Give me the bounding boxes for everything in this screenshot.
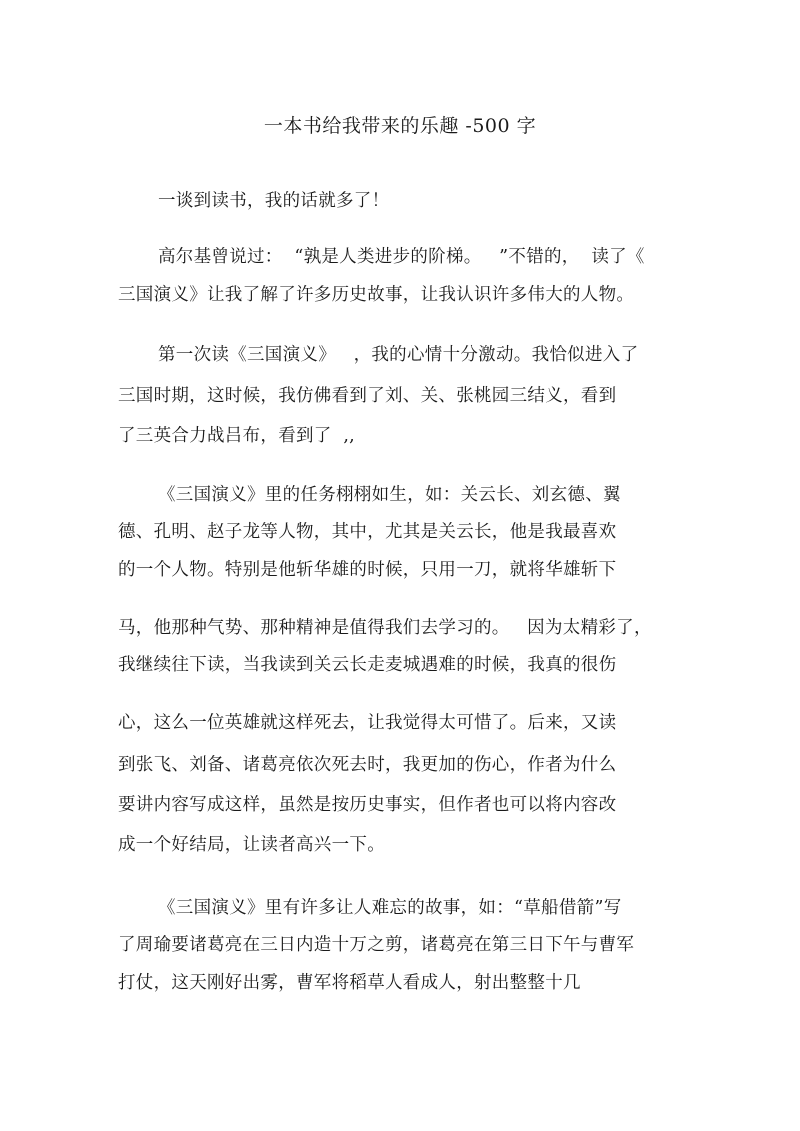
paragraph-line: 第一次读《三国演义》 ，我的心情十分激动。我恰似进入了: [158, 345, 639, 365]
paragraph-line: 《三国演义》里有许多让人难忘的故事，如：“草船借箭”写: [158, 898, 622, 918]
paragraph-line: 成一个好结局，让读者高兴一下。: [118, 835, 385, 855]
paragraph-line: 三国演义》让我了解了许多历史故事，让我认识许多伟大的人物。: [118, 285, 635, 305]
paragraph-line: 心，这么一位英雄就这样死去，让我觉得太可惜了。后来，又读: [118, 713, 617, 733]
paragraph-line: 马，他那种气势、那种精神是值得我们去学习的。 因为太精彩了，: [118, 618, 652, 638]
paragraph-line: 要讲内容写成这样，虽然是按历史事实，但作者也可以将内容改: [118, 795, 617, 815]
paragraph-line: 三国时期，这时候，我仿佛看到了刘、关、张桃园三结义，看到: [118, 386, 617, 406]
paragraph-line: 一谈到读书，我的话就多了！: [158, 191, 390, 211]
paragraph-line: 的一个人物。特别是他斩华雄的时候，只用一刀，就将华雄斩下: [118, 560, 617, 580]
paragraph-line: 《三国演义》里的任务栩栩如生，如：关云长、刘玄德、翼: [158, 485, 621, 505]
paragraph-line: 打仗，这天刚好出雾，曹军将稻草人看成人，射出整整十几: [118, 973, 581, 993]
paragraph-line: 我继续往下读，当我读到关云长走麦城遇难的时候，我真的很伤: [118, 655, 617, 675]
paragraph-line: 到张飞、刘备、诸葛亮依次死去时，我更加的伤心，作者为什么: [118, 755, 617, 775]
paragraph-line: 了三英合力战吕布，看到了 ,,: [118, 426, 356, 446]
paragraph-line: 了周瑜要诸葛亮在三日内造十万之剪，诸葛亮在第三日下午与曹军: [118, 935, 635, 955]
paragraph-line: 德、孔明、赵子龙等人物，其中，尤其是关云长，他是我最喜欢: [118, 522, 617, 542]
paragraph-line: 高尔基曾说过： “孰是人类进步的阶梯。 ”不错的， 读了《: [158, 247, 645, 267]
document-title: 一本书给我带来的乐趣 -500 字: [263, 115, 537, 137]
